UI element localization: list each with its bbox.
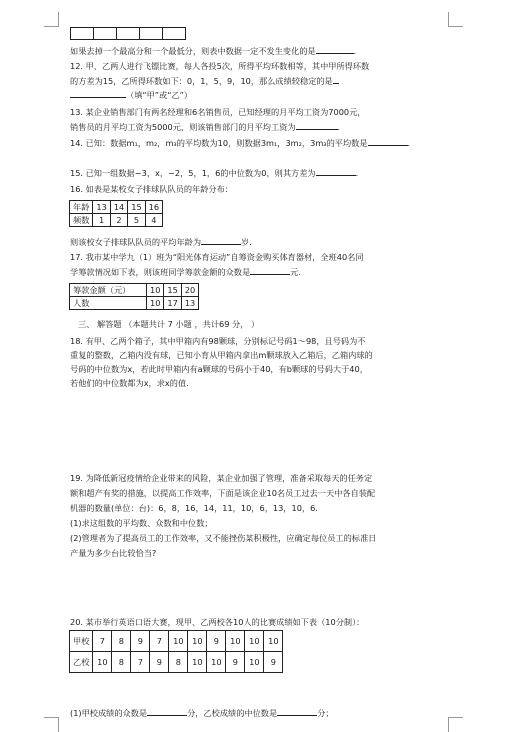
q18-line3: 号码的中位数为x，若此时甲箱内有a颗球的号码小于40，有b颗球的号码大于40， [70,364,368,374]
q20-stem: 20. 某市举行英语口语大赛，现甲、乙两校各10人的比赛成绩如下表（10分制）： [70,617,365,627]
q17-cell: 10 [147,284,164,297]
section-3-heading: 三、 解答题 （本题共计 7 小题 ，共计69 分， ） [78,319,260,329]
q20-cell: 10 [245,631,264,652]
q17-fund-table [69,283,199,310]
q17-cell: 15 [164,284,181,297]
q16-cell: 15 [128,201,145,214]
q20-cell: 9 [131,631,150,652]
q17-cell: 10 [147,297,164,310]
q20-cell: 10 [169,631,188,652]
q20-cell: 10 [207,652,226,673]
crop-mark-top-right [448,12,463,27]
q16-cell: 16 [145,201,162,214]
q20-cell: 9 [226,652,245,673]
q17-cell: 13 [181,297,198,310]
q16-cell: 2 [110,214,127,227]
q11-tail-text: 如果去掉一个最高分和一个最低分，则表中数据一定不发生变化的是 . [70,46,357,56]
crop-mark-bottom-right [448,717,463,732]
q16-stem: 16. 如表是某校女子排球队队员的年龄分布： [70,184,233,194]
q20-cell: 10 [245,652,264,673]
q19-sub2: (2)管理者为了提高员工的工作效率，又不能挫伤某积极性，应确定每位员工的标准日 [70,533,377,543]
q19-line3: 机器的数量(单位：台)：6，8，16，14，11，10，6，13，10，6. [70,503,318,513]
crop-mark-top-left [44,12,59,27]
q20-cell: 甲校 [70,631,93,652]
q20-cell: 7 [93,631,112,652]
q16-ask: 则该校女子排球队队员的平均年龄为 岁. [70,237,252,247]
q18-line2: 重复的整数，乙箱内没有球，已知小育从甲箱内拿出m颗球放入乙箱后，乙箱内球的 [70,350,373,360]
q18-line1: 18. 有甲、乙两个箱子，其中甲箱内有98颗球，分别标记号码1～98，且号码为不 [70,336,366,346]
q20-cell: 9 [264,652,283,673]
q20-cell: 8 [169,652,188,673]
q17-line2: 学筹款情况如下表，则该班同学筹款金额的众数是 元. [70,267,301,277]
q12-line3: （填“甲”或“乙”） [70,89,192,101]
q18-line4: 若他们的中位数都为x，求x的值. [70,378,189,388]
q16-cell: 14 [110,201,127,214]
q12-line1: 12. 甲、乙两人进行飞镖比赛，每人各投5次，所得平均环数相等，其中甲所得环数 [70,61,370,71]
q20-cell: 10 [226,631,245,652]
q16-cell: 5 [128,214,145,227]
q17-cell: 筹款金额（元） [70,284,147,297]
crop-mark-bottom-left [44,717,59,732]
q17-cell: 17 [164,297,181,310]
q11-table-tail [70,27,186,40]
q17-cell: 人数 [70,297,147,310]
q16-cell: 1 [93,214,110,227]
q16-cell: 年龄 [70,201,93,214]
q16-cell: 4 [145,214,162,227]
q20-cell: 10 [188,631,207,652]
q15-line: 15. 已知一组数据−3，x，−2，5，1，6的中位数为0，则其方差为 . [70,168,359,178]
q13-line1: 13. 某企业销售部门有两名经理和6名销售员，已知经理的月平均工资为7000元， [70,107,366,117]
q17-cell: 20 [181,284,198,297]
q12-line2: 的方差为15，乙所得环数如下：0，1，5，9，10，那么成绩较稳定的是 [70,75,339,87]
q20-cell: 8 [112,652,131,673]
q13-line2: 销售员的月平均工资为5000元，则该销售部门的月平均工资为 . [70,122,341,132]
q20-sub1: (1)甲校成绩的众数是 分，乙校成绩的中位数是 分； [70,708,334,718]
q20-cell: 10 [93,652,112,673]
q20-cell: 10 [188,652,207,673]
q16-cell: 13 [93,201,110,214]
q20-cell: 7 [150,631,169,652]
q20-cell: 9 [207,631,226,652]
q19-sub1: (1)求这组数的平均数、众数和中位数； [70,518,213,528]
q20-cell: 8 [112,631,131,652]
q14-line: 14. 已知：数据m₁，m₂，m₃的平均数为10，则数据3m₁，3m₂，3m₃的平均数是 . [70,138,411,148]
q19-line1: 19. 为降低新冠疫情给企业带来的风险，某企业加强了管理，准备采取每天的任务定 [70,473,373,483]
q20-cell: 乙校 [70,652,93,673]
q16-age-table [69,200,163,227]
q19-line2: 额和超产有奖的措施，以提高工作效率，下面是该企业10名员工过去一天中各自装配 [70,488,376,498]
q17-line1: 17. 我市某中学九（1）班为“阳光体育运动”自筹资金购买体育器材，全班40名同 [70,252,364,262]
q20-cell: 7 [131,652,150,673]
q20-score-table [69,630,283,673]
q16-cell: 频数 [70,214,93,227]
q20-cell: 10 [264,631,283,652]
q20-cell: 9 [150,652,169,673]
q19-line6: 产量为多少台比较恰当? [70,548,157,558]
